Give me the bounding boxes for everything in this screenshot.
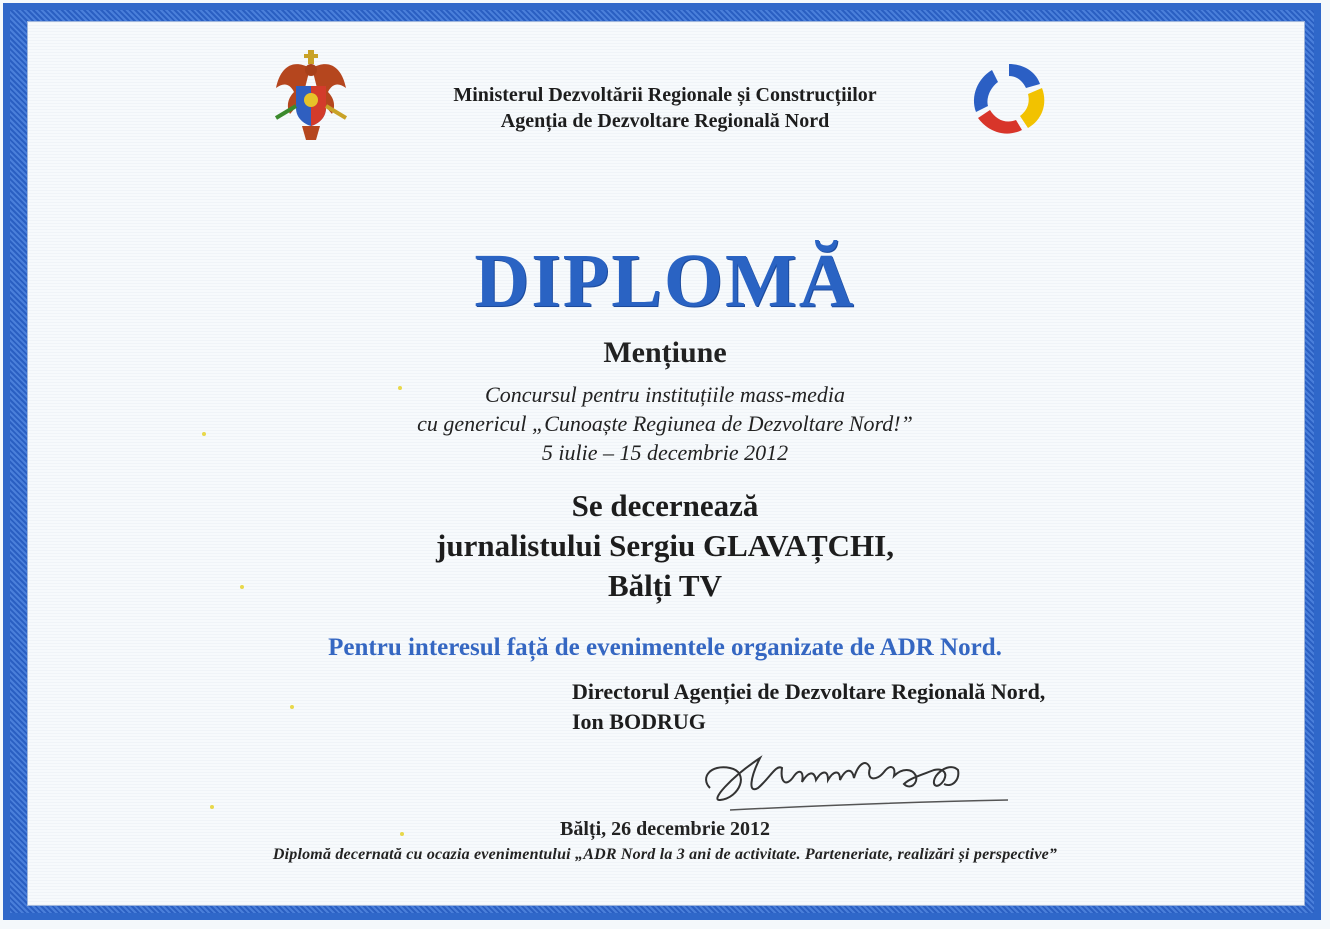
footer-note: Diplomă decernată cu ocazia evenimentului „ADR Nord la 3 ani de activitate. Parteneriate, realizări și perspective” xyxy=(272,846,1058,863)
director-name: Ion BODRUG xyxy=(572,709,706,734)
agency-name: Agenția de Dezvoltare Regională Nord xyxy=(500,110,830,132)
recipient-name: jurnalistului Sergiu GLAVAȚCHI, xyxy=(436,528,894,563)
decorative-dot xyxy=(210,805,214,809)
handwritten-signature xyxy=(690,728,1020,828)
award-block xyxy=(0,486,1330,606)
contest-description xyxy=(0,380,1330,467)
moldova-coat-of-arms-icon xyxy=(262,48,362,148)
award-verb: Se decernează xyxy=(571,488,759,523)
director-title: Directorul Agenției de Dezvoltare Regională Nord, xyxy=(572,679,1046,704)
issuer-header xyxy=(380,82,950,134)
distinction-label: Mențiune xyxy=(603,336,727,369)
ministry-name: Ministerul Dezvoltării Regionale și Construcțiilor xyxy=(453,84,877,106)
contest-line-1: Concursul pentru instituțiile mass-media xyxy=(485,382,845,407)
diploma-title: DIPLOMĂ xyxy=(474,239,856,323)
award-reason: Pentru interesul față de evenimentele organizate de ADR Nord. xyxy=(328,634,1002,661)
recipient-organization: Bălți TV xyxy=(608,568,722,603)
contest-period: 5 iulie – 15 decembrie 2012 xyxy=(541,440,789,465)
decorative-dot xyxy=(290,705,294,709)
adr-nord-logo-icon xyxy=(966,58,1052,138)
place-and-date: Bălți, 26 decembrie 2012 xyxy=(560,818,770,840)
contest-line-2: cu genericul „Cunoaște Regiunea de Dezvoltare Nord!” xyxy=(417,411,913,436)
